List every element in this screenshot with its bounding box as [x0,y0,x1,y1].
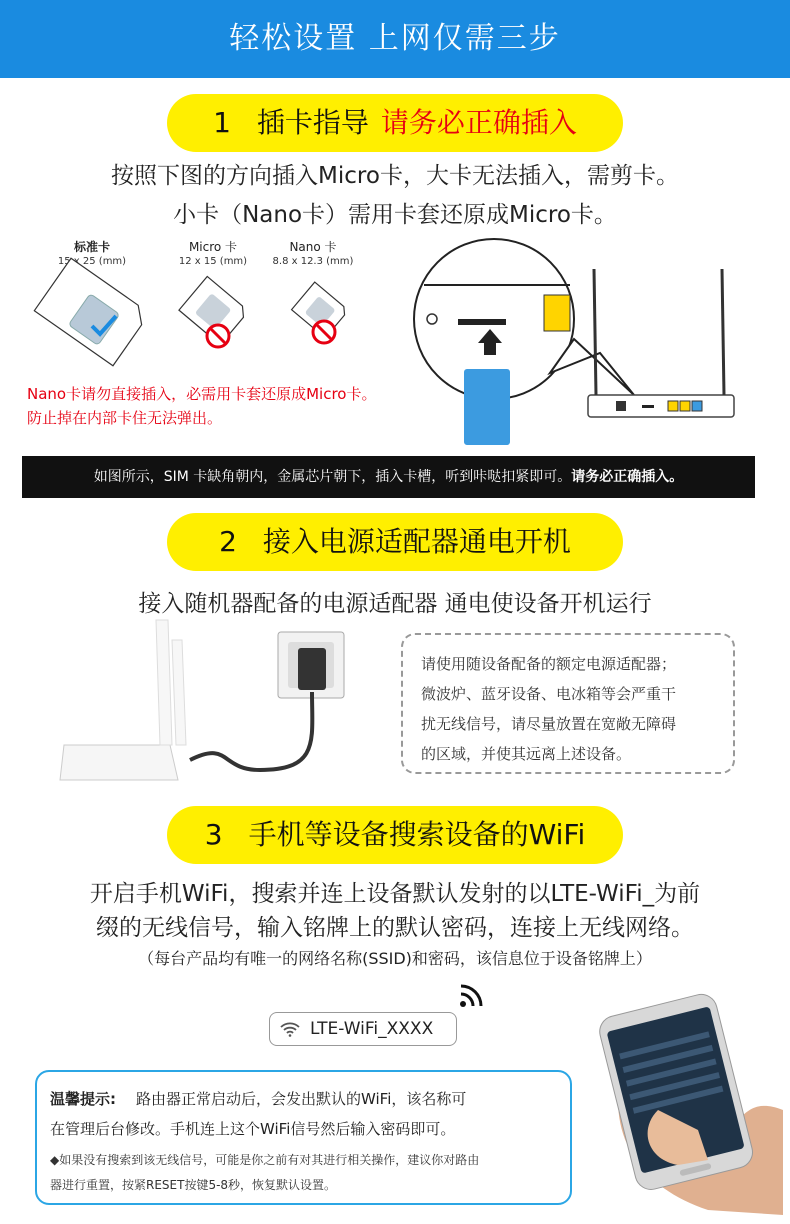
power-advice-line-4: 的区域，并使其远离上述设备。 [421,745,632,763]
forbidden-icon-micro [207,325,229,347]
step2-title: 接入电源适配器通电开机 [262,525,571,558]
router-front-icon [60,620,186,780]
step3-heading [167,806,623,864]
bar-warning: 请务必正确插入。 [571,469,684,485]
step2-heading [167,513,623,571]
step1-instruction-2: 小卡（Nano卡）需用卡套还原成Micro卡。 [173,202,617,228]
step2-number: 2 [219,525,237,558]
router-power-illustration [60,620,350,790]
tip-label: 温馨提示: [50,1090,116,1108]
card-label-standard: 标准卡 [73,240,110,254]
step3-title: 手机等设备搜索设备的WiFi [248,818,586,851]
forbidden-icon-nano [313,321,335,343]
tip-box [35,1070,572,1205]
step1-instruction-1: 按照下图的方向插入Micro卡，大卡无法插入，需剪卡。 [111,163,679,189]
step3-instruction-1: 开启手机WiFi，搜索并连上设备默认发射的以LTE-WiFi_为前 [89,881,701,907]
nano-warning-line-1: Nano卡请勿直接插入，必需用卡套还原成Micro卡。 [27,385,377,403]
power-advice-box [401,633,735,774]
power-advice-line-3: 扰无线信号，请尽量放置在宽敞无障碍 [421,715,677,733]
power-advice-line-1: 请使用随设备配备的额定电源适配器； [421,655,677,673]
card-size-standard: 15 x 25 (mm) [57,256,127,267]
card-size-micro: 12 x 15 (mm) [178,256,248,267]
wifi-signal-icon [457,978,489,1010]
hand-phone-illustration [598,990,783,1215]
step3-note: （每台产品均有唯一的网络名称(SSID)和密码，该信息位于设备铭牌上） [138,949,652,968]
card-size-nano: 8.8 x 12.3 (mm) [272,256,354,267]
tip-small-1: ◆如果没有搜索到该无线信号，可能是你之前有对其进行相关操作，建议你对路由 [50,1153,480,1167]
power-advice-line-2: 微波炉、蓝牙设备、电冰箱等会严重干 [421,685,677,703]
router-side-icon [588,269,734,417]
tip-line-2: 在管理后台修改。手机连上这个WiFi信号然后输入密码即可。 [50,1120,456,1138]
ssid-text: LTE-WiFi_XXXX [310,1019,434,1039]
sim-card-illustrations [30,262,370,382]
step1-number: 1 [213,106,231,139]
page-banner: 轻松设置 上网仅需三步 [0,0,790,78]
sim-insert-instruction-bar: 如图所示，SIM 卡缺角朝内，金属芯片朝下，插入卡槽，听到咔哒扣紧即可。请务必正确插入。 [22,456,755,498]
card-label-nano: Nano 卡 [289,240,337,254]
card-label-micro: Micro 卡 [188,240,238,254]
ssid-tag [269,1012,457,1046]
step3-instruction-2: 缀的无线信号，输入铭牌上的默认密码，连接上无线网络。 [96,915,694,941]
tip-small-2: 器进行重置，按紧RESET按键5-8秒，恢复默认设置。 [50,1178,337,1192]
nano-warning-line-2: 防止掉在内部卡住无法弹出。 [27,409,223,427]
step1-heading [167,94,623,152]
step1-warning: 请务必正确插入 [380,106,577,139]
wifi-icon [280,1021,300,1037]
step2-instruction: 接入随机器配备的电源适配器 通电使设备开机运行 [138,591,652,617]
sim-slot-illustration [410,235,740,450]
step3-number: 3 [204,818,223,851]
tip-line-1: 温馨提示: 路由器正常启动后，会发出默认的WiFi，该名称可 [50,1090,467,1108]
standard-sim-card-icon [34,258,149,365]
step1-title: 插卡指导 [256,106,369,139]
